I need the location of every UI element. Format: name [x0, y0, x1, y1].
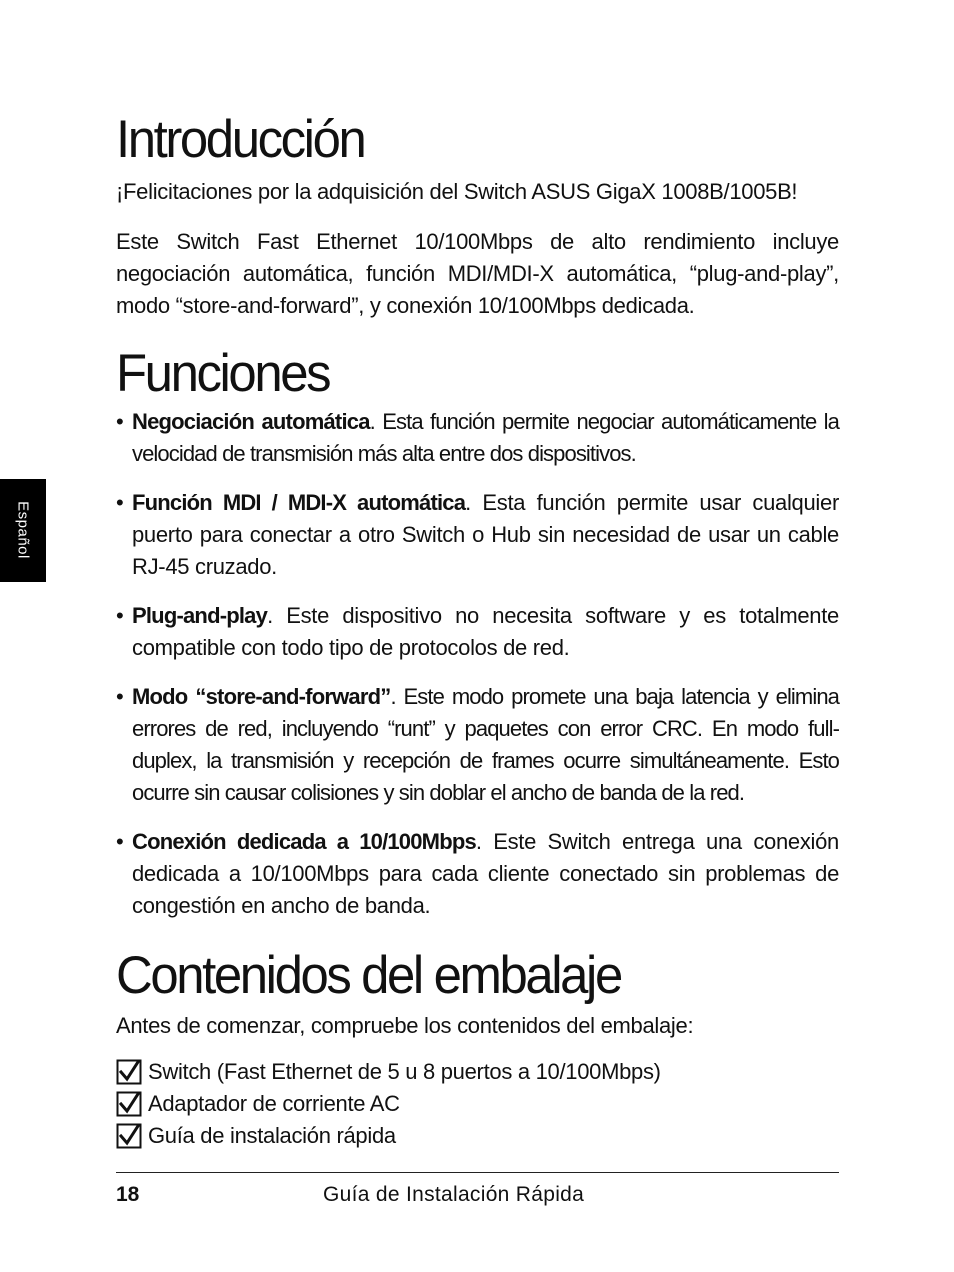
package-intro: Antes de comenzar, compruebe los contenidos del embalaje:: [116, 1013, 694, 1038]
package-item-label: Switch (Fast Ethernet de 5 u 8 puertos a 10/100Mbps): [148, 1059, 661, 1084]
intro-section: [116, 108, 839, 322]
page-number: 18: [116, 1183, 140, 1206]
feature-name: Plug-and-play: [132, 603, 268, 628]
feature-description: . Esta función permite usar cualquier puerto para conectar a otro Switch o Hub sin necesidad de usar un cable RJ-45 cruzado.: [132, 490, 839, 579]
intro-paragraph: Este Switch Fast Ethernet 10/100Mbps de alto rendimiento incluye negociación automática, función MDI/MDI-X automática, “plug-and-play”, modo “store-and-forward”, y conexión 10/100Mbps dedicada.: [116, 229, 839, 318]
page-content: [116, 108, 839, 1152]
checkbox-checked-icon: [116, 1091, 142, 1117]
feature-item-plug-and-play: [116, 600, 839, 664]
package-heading: Contenidos del embalaje: [116, 946, 621, 1005]
feature-description: . Este Switch entrega una conexión dedicada a 10/100Mbps para cada cliente conectado sin problemas de congestión en ancho de banda.: [132, 829, 839, 918]
package-item-ac-adapter: [116, 1088, 839, 1120]
feature-description: . Este modo promete una baja latencia y elimina errores de red, incluyendo “runt” y paquetes con error CRC. En modo full-duplex, la transmisión y recepción de frames ocurre simultáneamente. Esto ocurre sin causar colisiones y sin doblar el ancho de banda de la red.: [132, 684, 839, 805]
language-tab: [0, 479, 46, 582]
package-item-quick-guide: [116, 1120, 839, 1152]
feature-name: Negociación automática: [132, 409, 370, 434]
package-item-switch: [116, 1056, 839, 1088]
features-list: [116, 406, 839, 922]
checkbox-checked-icon: [116, 1123, 142, 1149]
feature-item-auto-negotiation: [116, 406, 839, 470]
feature-name: Conexión dedicada a 10/100Mbps: [132, 829, 476, 854]
feature-description: . Este dispositivo no necesita software y es totalmente compatible con todo tipo de protocolos de red.: [132, 603, 839, 660]
footer-divider: [116, 1172, 839, 1173]
bullet-icon: •: [116, 409, 123, 434]
package-section: [116, 944, 839, 1152]
features-section: [116, 342, 839, 922]
package-item-label: Adaptador de corriente AC: [148, 1091, 400, 1116]
checkbox-checked-icon: [116, 1059, 142, 1085]
intro-greeting: ¡Felicitaciones por la adquisición del Switch ASUS GigaX 1008B/1005B!: [116, 179, 798, 204]
bullet-icon: •: [116, 684, 123, 709]
feature-item-store-and-forward: [116, 681, 839, 809]
features-heading: Funciones: [116, 344, 330, 403]
bullet-icon: •: [116, 603, 124, 628]
feature-name: Función MDI / MDI-X automática: [132, 490, 466, 515]
feature-name: Modo “store-and-forward”: [132, 684, 391, 709]
package-item-label: Guía de instalación rápida: [148, 1123, 396, 1148]
bullet-icon: •: [116, 829, 124, 854]
feature-item-auto-mdi: [116, 487, 839, 583]
feature-item-dedicated-connection: [116, 826, 839, 922]
intro-heading: Introducción: [116, 110, 365, 169]
language-tab-label: Español: [14, 501, 32, 559]
package-checklist: [116, 1056, 839, 1152]
feature-description: . Esta función permite negociar automáticamente la velocidad de transmisión más alta entre dos dispositivos.: [132, 409, 839, 466]
footer-title: Guía de Instalación Rápida: [323, 1183, 585, 1206]
bullet-icon: •: [116, 490, 124, 515]
